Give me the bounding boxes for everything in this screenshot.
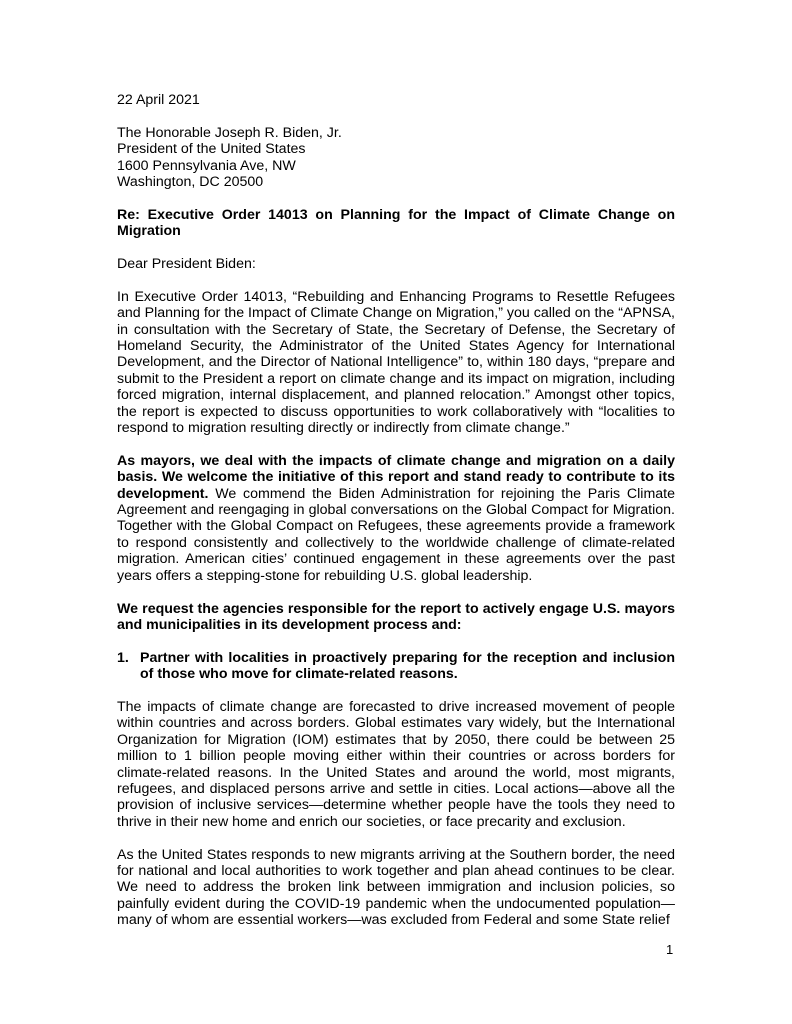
item-number: 1. bbox=[117, 649, 129, 666]
paragraph-mayors bbox=[117, 453, 675, 584]
paragraph-climate-impacts: The impacts of climate change are forecasted to drive increased movement of people within countries and across borders. Global estimates vary widely, but the International Organization for Migration (IOM) estimates that by 2050, there could be between 25 million to 1 billion people moving either within their countries or across borders for climate-related reasons. In the United States and around the world, most migrants, refugees, and displaced persons arrive and settle in cities. Local actions—above all the provision of inclusive services—determine whether people have the tools they need to thrive in their new home and enrich our societies, or face precarity and exclusion. bbox=[117, 698, 675, 830]
page-number: 1 bbox=[666, 942, 674, 957]
mayors-commendation: We commend the Biden Administration for rejoining the Paris Climate Agreement and reengaging in global conversations on the Global Compact for Migration. Together with the Global Compact on Refugees, these agreements provide a framework to respond consistently and collectively to the worldwide challenge of climate-related migration. American cities’ continued engagement in these agreements over the past years offers a stepping-stone for rebuilding U.S. global leadership. bbox=[117, 485, 675, 584]
recipient-line: 1600 Pennsylvania Ave, NW bbox=[117, 157, 296, 174]
paragraph-executive-order: In Executive Order 14013, “Rebuilding and Enhancing Programs to Resettle Refugees and Planning for the Impact of Climate Change on Migration,” you called on the “APNSA, in consultation with the Secretary of State, the Secretary of Defense, the Secretary of Homeland Security, the Administrator of the United States Agency for International Development, and the Director of National Intelligence” to, within 180 days, “prepare and submit to the President a report on climate change and its impact on migration, including forced migration, internal displacement, and planned relocation.” Amongst other topics, the report is expected to discuss opportunities to work collaboratively with “localities to respond to migration resulting directly or indirectly from climate change.” bbox=[117, 288, 675, 437]
paragraph-southern-border: As the United States responds to new migrants arriving at the Southern border, the need for national and local authorities to work together and plan ahead continues to be clear. We need to address the broken link between immigration and inclusion policies, so painfully evident during the COVID-19 pandemic when the undocumented population—many of whom are essential workers—was excluded from Federal and some State relief bbox=[117, 846, 675, 929]
recipient-line: The Honorable Joseph R. Biden, Jr. bbox=[117, 124, 342, 141]
numbered-item bbox=[117, 650, 675, 683]
salutation: Dear President Biden: bbox=[117, 256, 256, 273]
letter-body bbox=[117, 92, 675, 945]
recipient-line: Washington, DC 20500 bbox=[117, 174, 264, 191]
mayors-statement: As mayors, we deal with the impacts of climate change and migration on a daily basis. We welcome the initiative of this report and stand ready to contribute to its development. bbox=[117, 452, 675, 502]
request-statement: We request the agencies responsible for the report to actively engage U.S. mayors and municipalities in its development process and: bbox=[117, 600, 675, 633]
recipient-address bbox=[117, 125, 675, 191]
item-text: Partner with localities in proactively preparing for the reception and inclusion of those who move for climate-related reasons. bbox=[140, 649, 675, 683]
subject-line: Re: Executive Order 14013 on Planning for the Impact of Climate Change on Migration bbox=[117, 206, 675, 240]
letter-date: 22 April 2021 bbox=[117, 92, 200, 108]
recipient-line: President of the United States bbox=[117, 141, 306, 158]
